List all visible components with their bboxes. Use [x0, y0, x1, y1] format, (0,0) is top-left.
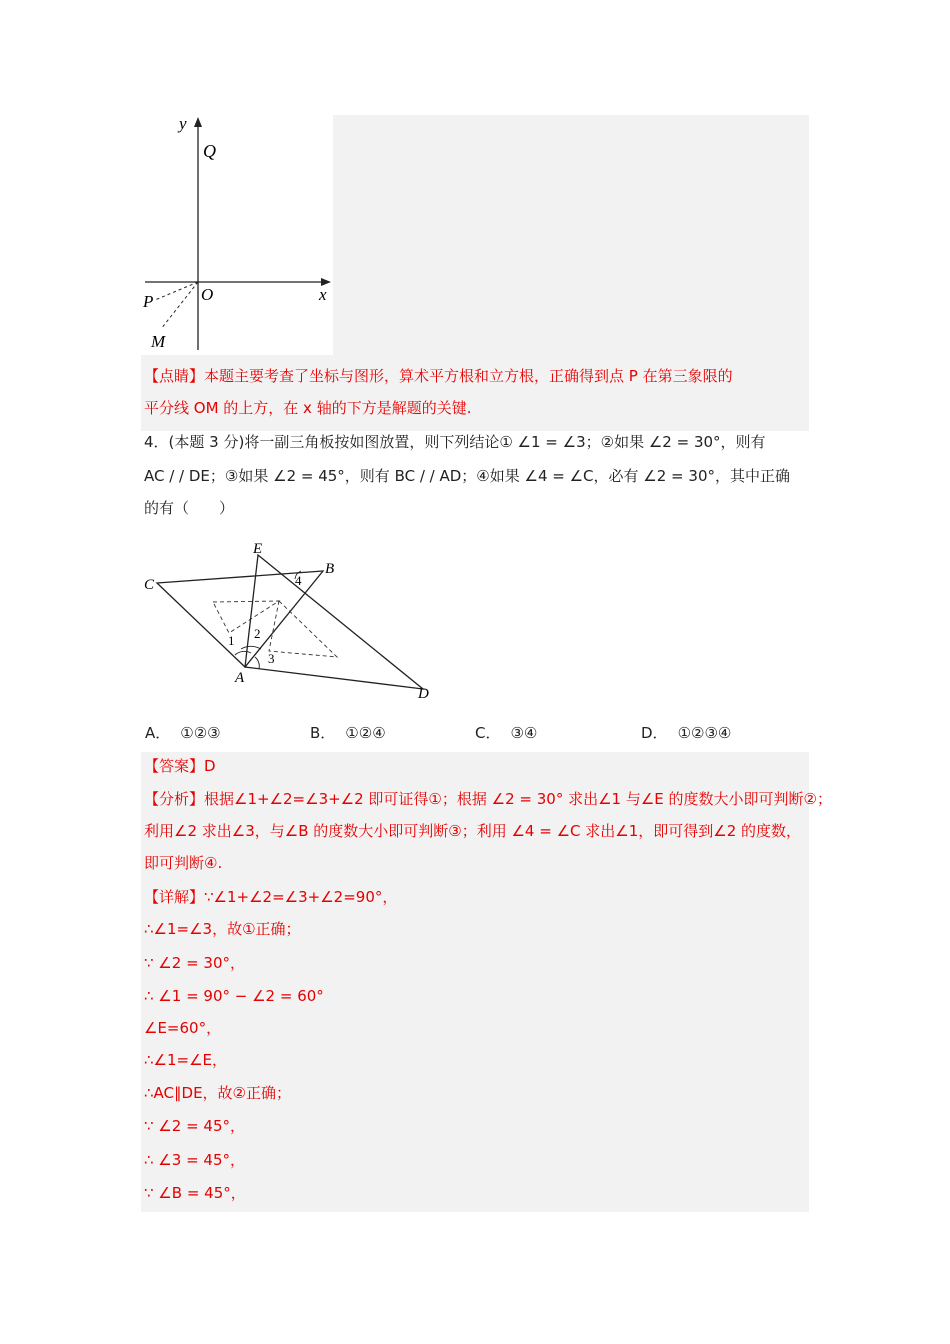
question-line-3: 的有（ ）: [144, 499, 235, 517]
angle-label-2: 2: [254, 626, 261, 641]
label-q: Q: [203, 141, 216, 161]
option-b-text: ①②④: [345, 724, 386, 742]
detail-line-8: ∵ ∠2 = 45°，: [144, 1117, 245, 1135]
angle-label-3: 3: [268, 651, 275, 666]
option-d-text: ①②③④: [677, 724, 732, 742]
analysis-line-1: 【分析】根据∠1+∠2=∠3+∠2 即可证得①；根据 ∠2 = 30° 求出∠1 与∠E 的度数大小即可判断②；: [144, 790, 833, 808]
option-b[interactable]: [310, 722, 386, 744]
option-d-key: D．: [641, 724, 668, 742]
label-e: E: [253, 541, 263, 557]
coordinate-figure: [141, 115, 333, 355]
detail-line-3: ∵ ∠2 = 30°，: [144, 954, 245, 972]
label-o: O: [201, 285, 214, 304]
detail-line-2: ∴∠1=∠3，故①正确；: [144, 920, 301, 938]
question-line-2: AC / / DE；③如果 ∠2 = 45°，则有 BC / / AD；④如果 ∠4 = ∠C，必有 ∠2 = 30°，其中正确: [144, 467, 790, 485]
label-m: M: [151, 332, 166, 351]
label-b: B: [325, 561, 335, 577]
answer-line: 【答案】D: [144, 757, 216, 775]
label-p: P: [143, 292, 154, 311]
dianjing-line-1: 【点睛】本题主要考查了坐标与图形，算术平方根和立方根，正确得到点 P 在第三象限的: [144, 367, 733, 385]
label-a: A: [235, 670, 245, 686]
option-d[interactable]: [641, 722, 731, 744]
analysis-line-2: 利用∠2 求出∠3，与∠B 的度数大小即可判断③；利用 ∠4 = ∠C 求出∠1，即可得到∠2 的度数，: [144, 822, 802, 840]
detail-line-1: 【详解】∵∠1+∠2=∠3+∠2=90°，: [144, 888, 398, 906]
detail-line-6: ∴∠1=∠E，: [144, 1051, 228, 1069]
dashed-triangle-left: [213, 601, 279, 633]
option-a-key: A．: [145, 724, 171, 742]
detail-line-10: ∵ ∠B = 45°，: [144, 1184, 246, 1202]
question-line-1: 4．(本题 3 分)将一副三角板按如图放置，则下列结论① ∠1 = ∠3；②如果 ∠2 = 30°，则有: [144, 433, 766, 451]
detail-line-5: ∠E=60°，: [144, 1019, 222, 1037]
option-b-key: B．: [310, 724, 336, 742]
angle-label-1: 1: [228, 633, 235, 648]
label-x: x: [319, 285, 327, 304]
option-c[interactable]: [475, 722, 537, 744]
label-c: C: [144, 577, 155, 593]
label-y: y: [179, 115, 187, 133]
detail-line-9: ∴ ∠3 = 45°，: [144, 1151, 245, 1169]
option-a-text: ①②③: [180, 724, 221, 742]
label-d: D: [418, 686, 429, 702]
detail-line-7: ∴AC∥DE，故②正确；: [144, 1084, 291, 1102]
option-a[interactable]: [145, 722, 221, 744]
triangle-boards-figure: [141, 535, 441, 705]
dianjing-line-2: 平分线 OM 的上方，在 x 轴的下方是解题的关键.: [144, 399, 472, 417]
option-c-text: ③④: [510, 724, 538, 742]
option-c-key: C．: [475, 724, 501, 742]
detail-line-4: ∴ ∠1 = 90° − ∠2 = 60°: [144, 987, 324, 1005]
dashed-triangle-right: [269, 601, 337, 657]
angle-label-4: 4: [295, 573, 302, 588]
analysis-line-3: 即可判断④.: [144, 854, 223, 872]
